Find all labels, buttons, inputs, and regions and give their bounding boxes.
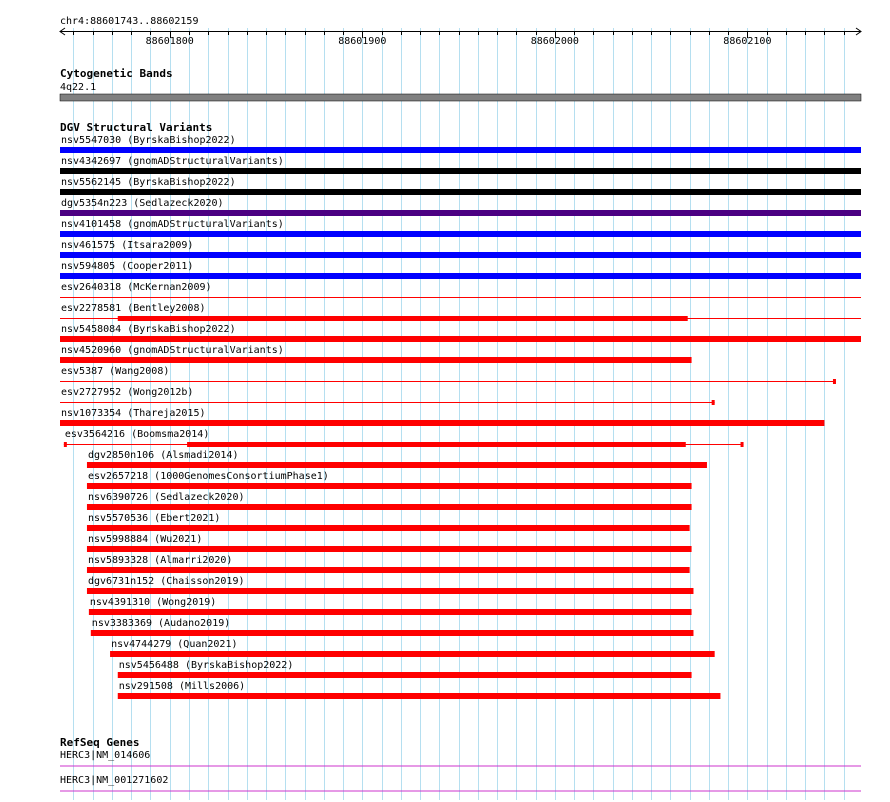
dgv-feature-bar[interactable] xyxy=(91,630,694,636)
dgv-feature-bar[interactable] xyxy=(87,462,707,468)
dgv-feature-label: nsv5570536 (Ebert2021) xyxy=(87,513,221,524)
dgv-feature[interactable] xyxy=(60,156,861,174)
dgv-feature-label: dgv6731n152 (Chaisson2019) xyxy=(87,576,245,587)
dgv-feature-bar[interactable] xyxy=(118,693,721,699)
dgv-feature-bar[interactable] xyxy=(87,525,690,531)
dgv-feature[interactable] xyxy=(60,366,836,384)
dgv-feature-bar[interactable] xyxy=(118,672,692,678)
dgv-feature-bar[interactable] xyxy=(87,567,690,573)
dgv-feature-label: nsv4101458 (gnomADStructuralVariants) xyxy=(61,219,284,230)
ruler-tick-label: 88601900 xyxy=(338,36,387,47)
dgv-feature[interactable] xyxy=(60,177,861,195)
dgv-feature-label: nsv461575 (Itsara2009) xyxy=(61,240,194,251)
dgv-feature-label: nsv1073354 (Thareja2015) xyxy=(61,408,206,419)
refseq-gene-label: HERC3|NM_001271602 xyxy=(60,775,169,786)
cytoband-bar[interactable] xyxy=(60,94,861,101)
dgv-feature[interactable] xyxy=(87,513,690,531)
dgv-feature[interactable] xyxy=(87,492,692,510)
dgv-feature-bar[interactable] xyxy=(60,147,861,153)
cytoband-track xyxy=(60,67,861,101)
refseq-track-title: RefSeq Genes xyxy=(60,736,140,749)
dgv-feature-bar[interactable] xyxy=(60,168,861,174)
refseq-gene[interactable] xyxy=(60,775,861,791)
refseq-gene-label: HERC3|NM_014606 xyxy=(60,750,151,761)
dgv-feature[interactable] xyxy=(118,660,692,678)
dgv-feature[interactable] xyxy=(64,429,744,447)
refseq-track xyxy=(60,736,861,791)
dgv-feature[interactable] xyxy=(89,597,692,615)
dgv-feature-label: nsv5893328 (Almarri2020) xyxy=(87,555,233,566)
dgv-feature[interactable] xyxy=(87,555,690,573)
dgv-feature-end-cap xyxy=(833,379,836,384)
dgv-feature[interactable] xyxy=(110,639,715,657)
dgv-feature-bar[interactable] xyxy=(60,357,692,363)
dgv-feature[interactable] xyxy=(60,303,861,321)
dgv-feature-bar[interactable] xyxy=(110,651,715,657)
dgv-feature[interactable] xyxy=(60,261,861,279)
dgv-feature[interactable] xyxy=(60,345,692,363)
dgv-feature-label: nsv291508 (Mills2006) xyxy=(118,681,246,692)
cytoband-track-title: Cytogenetic Bands xyxy=(60,67,173,80)
dgv-feature[interactable] xyxy=(118,681,721,699)
ruler-tick-label: 88601800 xyxy=(145,36,194,47)
dgv-feature-label: esv2657218 (1000GenomesConsortiumPhase1) xyxy=(87,471,329,482)
dgv-feature-label: nsv4342697 (gnomADStructuralVariants) xyxy=(61,156,284,167)
dgv-feature-bar[interactable] xyxy=(60,231,861,237)
refseq-gene[interactable] xyxy=(60,750,861,766)
dgv-feature-end-cap xyxy=(741,442,744,447)
locus-label: chr4:88601743..88602159 xyxy=(60,16,199,27)
dgv-feature-label: dgv5354n223 (Sedlazeck2020) xyxy=(61,198,224,209)
dgv-feature-bar[interactable] xyxy=(60,420,824,426)
dgv-feature-bar[interactable] xyxy=(87,483,692,489)
dgv-feature-bar[interactable] xyxy=(87,504,692,510)
dgv-feature[interactable] xyxy=(60,135,861,153)
dgv-feature-label: nsv5547030 (ByrskaBishop2022) xyxy=(61,135,236,146)
dgv-feature-label: nsv594805 (Cooper2011) xyxy=(61,261,194,272)
dgv-feature-bar[interactable] xyxy=(87,588,694,594)
dgv-feature-bar[interactable] xyxy=(60,273,861,279)
dgv-feature-label: nsv5562145 (ByrskaBishop2022) xyxy=(61,177,236,188)
dgv-feature[interactable] xyxy=(87,471,692,489)
dgv-feature[interactable] xyxy=(60,219,861,237)
ruler-tick-label: 88602000 xyxy=(530,36,579,47)
dgv-feature-bar[interactable] xyxy=(187,442,686,447)
dgv-feature-label: nsv4520960 (gnomADStructuralVariants) xyxy=(61,345,284,356)
dgv-feature-label: nsv5998884 (Wu2021) xyxy=(87,534,203,545)
dgv-feature[interactable] xyxy=(60,324,861,342)
dgv-feature[interactable] xyxy=(87,534,692,552)
dgv-feature-label: nsv6390726 (Sedlazeck2020) xyxy=(87,492,245,503)
dgv-feature-bar[interactable] xyxy=(87,546,692,552)
dgv-feature-label: nsv5456488 (ByrskaBishop2022) xyxy=(118,660,294,671)
dgv-feature-label: dgv2850n106 (Alsmadi2014) xyxy=(87,450,239,461)
dgv-feature-label: esv2640318 (McKernan2009) xyxy=(61,282,212,293)
dgv-feature[interactable] xyxy=(91,618,694,636)
dgv-feature-bar[interactable] xyxy=(60,336,861,342)
ruler-tick-label: 88602100 xyxy=(723,36,772,47)
dgv-feature-bar[interactable] xyxy=(118,316,688,321)
dgv-feature-label: esv2278581 (Bentley2008) xyxy=(61,303,206,314)
dgv-feature[interactable] xyxy=(87,576,694,594)
dgv-feature-bar[interactable] xyxy=(60,210,861,216)
dgv-track-title: DGV Structural Variants xyxy=(60,121,213,134)
dgv-feature-label: nsv4391310 (Wong2019) xyxy=(89,597,217,608)
dgv-feature-bar[interactable] xyxy=(89,609,692,615)
dgv-feature-end-cap xyxy=(712,400,715,405)
dgv-feature[interactable] xyxy=(60,198,861,216)
cytoband-label: 4q22.1 xyxy=(60,82,97,93)
refseq-gene-list xyxy=(60,750,861,791)
dgv-feature[interactable] xyxy=(60,240,861,258)
dgv-feature-label: esv5387 (Wang2008) xyxy=(61,366,170,377)
dgv-feature-bar[interactable] xyxy=(60,189,861,195)
dgv-feature-end-cap xyxy=(64,442,67,447)
dgv-feature-label: esv2727952 (Wong2012b) xyxy=(61,387,194,398)
dgv-feature-bar[interactable] xyxy=(60,252,861,258)
dgv-feature-label: nsv5458084 (ByrskaBishop2022) xyxy=(61,324,236,335)
dgv-feature-label: esv3564216 (Boomsma2014) xyxy=(64,429,210,440)
dgv-track xyxy=(60,121,861,699)
position-ruler[interactable] xyxy=(60,28,861,47)
dgv-feature-list xyxy=(60,135,861,699)
dgv-feature-label: nsv3383369 (Audano2019) xyxy=(91,618,231,629)
dgv-feature[interactable] xyxy=(60,282,861,298)
dgv-feature[interactable] xyxy=(60,387,715,405)
dgv-feature-label: nsv4744279 (Quan2021) xyxy=(111,639,238,650)
